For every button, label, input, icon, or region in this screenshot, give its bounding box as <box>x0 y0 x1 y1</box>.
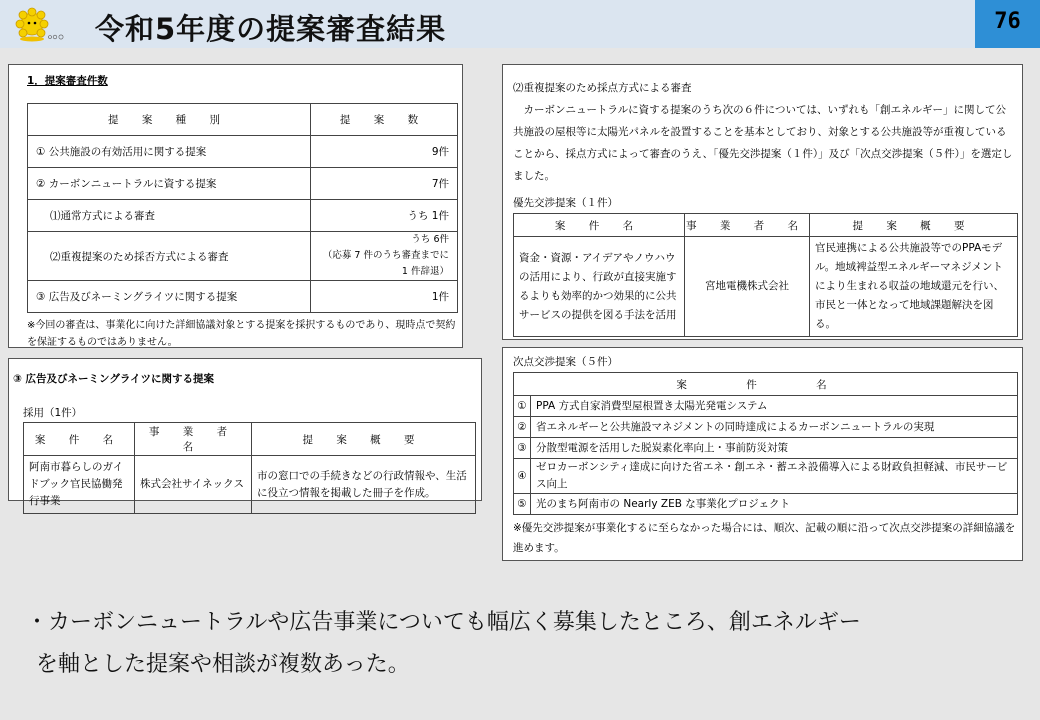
project-name: 資金・資源・アイデアやノウハウの活用により、行政が直接実施するよりも効率的かつ効果的に公共サービスの提供を図る手法を活用 <box>514 237 685 337</box>
project-name: 光のまち阿南市の Nearly ZEB な事業化プロジェクト <box>531 494 1018 515</box>
table-row <box>514 396 1018 417</box>
yellow-mascot-logo-icon <box>12 6 68 44</box>
row-count-value: うち 6件 <box>411 234 449 245</box>
table-row <box>28 232 458 281</box>
row-count-note: （応募 7 件のうち審査までに 1 件辞退） <box>322 250 449 277</box>
row-label: ③ 広告及びネーミングライツに関する提案 <box>28 281 311 313</box>
project-name: 省エネルギーと公共施設マネジメントの同時達成によるカーボンニュートラルの実現 <box>531 417 1018 438</box>
duplicate-proposal-panel <box>502 64 1023 340</box>
proposal-summary: 官民連携による公共施設等でのPPAモデル。地域裨益型エネルギーマネジメントにより生まれる収益の地域還元を行い、市民と一体となって地域課題解決を図る。 <box>810 237 1018 337</box>
section-heading: 1．提案審査件数 <box>27 75 108 87</box>
item-number: ① <box>514 396 531 417</box>
runner-up-note: ※優先交渉提案が事業化するに至らなかった場合には、順次、記載の順に沿って次点交渉提案の詳細協議を進めます。 <box>513 522 1016 554</box>
table-row <box>24 456 476 514</box>
row-count: 9件 <box>311 136 458 168</box>
table-row <box>514 438 1018 459</box>
runner-up-panel <box>502 347 1023 561</box>
column-header: 案 件 名 <box>514 214 685 237</box>
summary-line: ・カーボンニュートラルや広告事業についても幅広く募集したところ、創エネルギー <box>26 610 861 635</box>
priority-table <box>513 213 1018 337</box>
row-count: 1件 <box>311 281 458 313</box>
row-label: ⑵重複提案のため採否方式による審査 <box>28 232 311 281</box>
runner-up-label: 次点交渉提案（５件） <box>513 356 618 368</box>
column-header: 提 案 概 要 <box>252 423 476 456</box>
row-label: ⑴通常方式による審査 <box>28 200 311 232</box>
summary-text <box>26 602 1016 686</box>
row-count: うち 1件 <box>311 200 458 232</box>
section-heading: ③ 広告及びネーミングライツに関する提案 <box>13 373 215 385</box>
company-name: 宮地電機株式会社 <box>685 237 810 337</box>
column-header: 案 件 名 <box>24 423 135 456</box>
table-row <box>514 459 1018 494</box>
column-header: 事 業 者 名 <box>135 423 252 456</box>
table-row <box>28 168 458 200</box>
advertising-panel <box>8 358 482 507</box>
summary-line: を軸とした提案や相談が複数あった。 <box>36 652 410 677</box>
item-number: ④ <box>514 459 531 494</box>
table-row <box>514 237 1018 337</box>
column-header: 案 件 名 <box>514 373 1018 396</box>
proposal-count-panel <box>8 64 463 348</box>
advertising-table <box>23 422 476 514</box>
row-label: ② カーボンニュートラルに資する提案 <box>28 168 311 200</box>
company-name: 株式会社サイネックス <box>135 456 252 514</box>
project-name: PPA 方式自家消費型屋根置き太陽光発電システム <box>531 396 1018 417</box>
section-description: カーボンニュートラルに資する提案のうち次の６件については、いずれも「創エネルギー」に関して公共施設の屋根等に太陽光パネルを設置することを基本としており、対象とする公共施設等が重複していることから、採点方式によって審査のうえ、「優先交渉提案（１件）」及び「次点交渉提案（５件）」を選定しました。 <box>513 104 1013 182</box>
column-header: 提 案 種 別 <box>28 104 311 136</box>
proposal-summary: 市の窓口での手続きなどの行政情報や、生活に役立つ情報を掲載した冊子を作成。 <box>252 456 476 514</box>
page-title: 令和5年度の提案審査結果 <box>95 12 447 46</box>
slide-header <box>0 0 1040 48</box>
page-number: 76 <box>975 0 1040 48</box>
table-row <box>28 200 458 232</box>
row-label: ① 公共施設の有効活用に関する提案 <box>28 136 311 168</box>
column-header: 提 案 数 <box>311 104 458 136</box>
project-name: 阿南市暮らしのガイドブック官民協働発行事業 <box>24 456 135 514</box>
item-number: ⑤ <box>514 494 531 515</box>
column-header: 事 業 者 名 <box>685 214 810 237</box>
proposal-count-table <box>27 103 458 313</box>
table-row <box>514 417 1018 438</box>
item-number: ③ <box>514 438 531 459</box>
column-header: 提 案 概 要 <box>810 214 1018 237</box>
table-row <box>28 136 458 168</box>
disclaimer-note: ※今回の審査は、事業化に向けた詳細協議対象とする提案を採択するものであり、現時点で契約を保証するものではありません。 <box>27 320 456 348</box>
project-name: ゼロカーボンシティ達成に向けた省エネ・創エネ・蓄エネ設備導入による財政負担軽減、市民サービス向上 <box>531 459 1018 494</box>
row-count <box>311 232 458 281</box>
runner-up-table <box>513 372 1018 515</box>
row-count: 7件 <box>311 168 458 200</box>
priority-label: 優先交渉提案（１件） <box>513 197 618 209</box>
section-heading: ⑵重複提案のため採点方式による審査 <box>513 82 692 94</box>
project-name: 分散型電源を活用した脱炭素化率向上・事前防災対策 <box>531 438 1018 459</box>
section-body <box>513 77 1013 187</box>
adopted-label: 採用（1件） <box>23 407 83 419</box>
table-row <box>514 494 1018 515</box>
item-number: ② <box>514 417 531 438</box>
table-row <box>28 281 458 313</box>
